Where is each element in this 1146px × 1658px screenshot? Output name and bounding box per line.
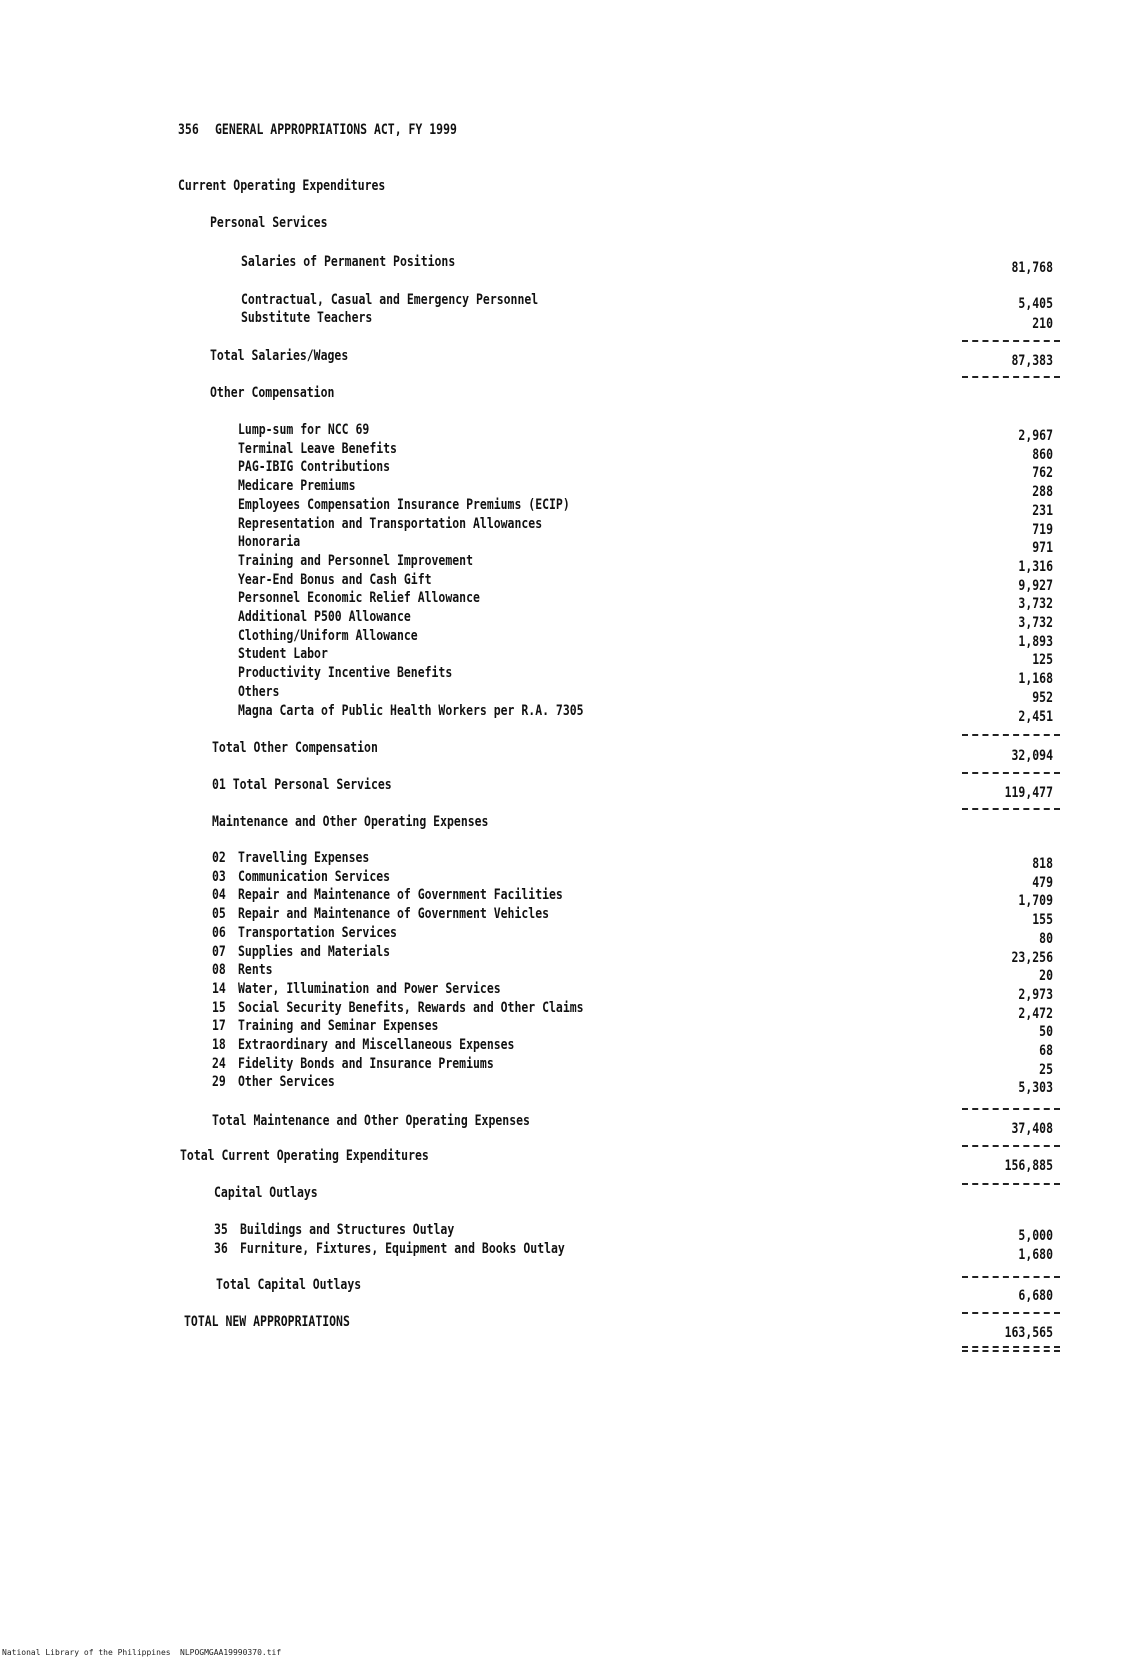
mooe-item-code: 02 — [212, 850, 226, 866]
mooe-item-value: 50 — [1039, 1024, 1053, 1041]
other-comp-item-value: 2,967 — [1018, 428, 1053, 444]
total-new-value: 163,565 — [1004, 1325, 1053, 1341]
mooe-item-code: 15 — [212, 999, 226, 1016]
other-comp-item-label: Magna Carta of Public Health Workers per R.A. 7305 — [238, 702, 584, 719]
section-capital-outlays: Capital Outlays — [214, 1185, 318, 1201]
salaries-permanent-label: Salaries of Permanent Positions — [241, 254, 456, 270]
mooe-item-label: Repair and Maintenance of Government Facilities — [238, 887, 563, 904]
other-comp-item-label: Representation and Transportation Allowances — [238, 515, 543, 532]
mooe-item-value: 818 — [1032, 856, 1053, 872]
total-personal-label: 01 Total Personal Services — [212, 777, 392, 793]
other-comp-item-label: Year-End Bonus and Cash Gift — [238, 571, 432, 588]
total-personal-value: 119,477 — [1004, 785, 1053, 801]
salaries-permanent-value: 81,768 — [1011, 260, 1053, 276]
mooe-item-value: 5,303 — [1018, 1080, 1053, 1097]
mooe-item-value: 1,709 — [1018, 893, 1053, 910]
mooe-item-label: Fidelity Bonds and Insurance Premiums — [238, 1055, 494, 1072]
other-comp-item-value: 3,732 — [1018, 615, 1053, 631]
capital-item-label: Buildings and Structures Outlay — [240, 1222, 455, 1238]
mooe-item-value: 68 — [1039, 1043, 1053, 1059]
double-rule — [962, 1346, 1060, 1348]
rule — [962, 772, 1060, 774]
mooe-item-label: Rents — [238, 962, 273, 979]
rule — [962, 1108, 1060, 1110]
other-comp-item-label: Student Labor — [238, 646, 328, 663]
other-comp-item-value: 288 — [1032, 484, 1053, 501]
other-comp-item-value: 952 — [1032, 689, 1053, 706]
other-comp-item-label: Additional P500 Allowance — [238, 609, 411, 625]
other-comp-item-value: 9,927 — [1018, 577, 1053, 594]
mooe-item-value: 20 — [1039, 968, 1053, 985]
other-comp-item-value: 3,732 — [1018, 596, 1053, 613]
footer-file: NLPOGMGAA19990370.tif — [180, 1648, 282, 1657]
mooe-item-code: 17 — [212, 1018, 226, 1035]
mooe-item-code: 18 — [212, 1037, 226, 1053]
total-other-comp-label: Total Other Compensation — [212, 740, 378, 756]
total-mooe-value: 37,408 — [1011, 1121, 1053, 1137]
total-new-label: TOTAL NEW APPROPRIATIONS — [184, 1314, 350, 1330]
mooe-item-code: 29 — [212, 1074, 226, 1091]
mooe-item-code: 05 — [212, 906, 226, 923]
mooe-item-value: 479 — [1032, 874, 1053, 891]
mooe-item-value: 25 — [1039, 1061, 1053, 1078]
other-comp-item-label: Employees Compensation Insurance Premiums (ECIP) — [238, 496, 570, 513]
mooe-item-value: 2,973 — [1018, 986, 1053, 1003]
other-comp-item-label: Productivity Incentive Benefits — [238, 665, 453, 682]
capital-item-code: 36 — [214, 1240, 228, 1257]
mooe-item-code: 14 — [212, 980, 226, 997]
other-comp-item-value: 2,451 — [1018, 708, 1053, 725]
rule — [962, 1145, 1060, 1147]
page-title: GENERAL APPROPRIATIONS ACT, FY 1999 — [215, 122, 457, 138]
rule — [962, 1312, 1060, 1314]
mooe-item-value: 80 — [1039, 930, 1053, 947]
other-comp-item-value: 1,316 — [1018, 558, 1053, 575]
rule — [962, 1183, 1060, 1185]
mooe-item-label: Transportation Services — [238, 924, 397, 941]
mooe-item-label: Water, Illumination and Power Services — [238, 980, 501, 997]
mooe-item-label: Other Services — [238, 1074, 335, 1091]
mooe-item-label: Repair and Maintenance of Government Vehicles — [238, 906, 550, 923]
mooe-item-label: Social Security Benefits, Rewards and Other Claims — [238, 999, 584, 1016]
other-comp-item-value: 125 — [1032, 652, 1053, 669]
mooe-item-label: Extraordinary and Miscellaneous Expenses — [238, 1037, 515, 1053]
other-comp-item-value: 762 — [1032, 465, 1053, 482]
other-comp-item-label: Personnel Economic Relief Allowance — [238, 590, 480, 607]
contractual-label: Contractual, Casual and Emergency Personnel — [241, 292, 539, 308]
mooe-item-code: 08 — [212, 962, 226, 979]
other-comp-item-label: Honoraria — [238, 534, 301, 551]
total-other-comp-value: 32,094 — [1011, 748, 1053, 764]
mooe-item-value: 155 — [1032, 912, 1053, 929]
section-other-compensation: Other Compensation — [210, 385, 335, 401]
rule — [962, 808, 1060, 810]
capital-item-label: Furniture, Fixtures, Equipment and Books Outlay — [240, 1240, 565, 1257]
total-salaries-label: Total Salaries/Wages — [210, 348, 349, 364]
mooe-item-value: 2,472 — [1018, 1005, 1053, 1022]
substitute-label: Substitute Teachers — [241, 310, 373, 326]
mooe-item-label: Training and Seminar Expenses — [238, 1018, 439, 1035]
other-comp-item-label: PAG-IBIG Contributions — [238, 459, 391, 476]
mooe-item-code: 24 — [212, 1055, 226, 1072]
other-comp-item-label: Terminal Leave Benefits — [238, 440, 397, 457]
total-salaries-value: 87,383 — [1011, 353, 1053, 369]
mooe-item-label: Travelling Expenses — [238, 850, 370, 866]
section-current-operating: Current Operating Expenditures — [178, 178, 386, 194]
other-comp-item-value: 1,893 — [1018, 633, 1053, 650]
other-comp-item-label: Medicare Premiums — [238, 478, 356, 495]
section-personal-services: Personal Services — [210, 215, 328, 231]
other-comp-item-label: Lump-sum for NCC 69 — [238, 422, 370, 438]
section-mooe: Maintenance and Other Operating Expenses — [212, 814, 489, 830]
footer-library: National Library of the Philippines — [2, 1648, 171, 1657]
rule — [962, 340, 1060, 342]
total-mooe-label: Total Maintenance and Other Operating Expenses — [212, 1113, 530, 1129]
mooe-item-code: 04 — [212, 887, 226, 904]
contractual-value: 5,405 — [1018, 296, 1053, 312]
other-comp-item-label: Clothing/Uniform Allowance — [238, 627, 418, 644]
substitute-value: 210 — [1032, 316, 1053, 332]
total-current-label: Total Current Operating Expenditures — [180, 1148, 429, 1164]
other-comp-item-value: 971 — [1032, 540, 1053, 557]
other-comp-item-label: Others — [238, 683, 280, 700]
other-comp-item-value: 860 — [1032, 446, 1053, 463]
other-comp-item-value: 1,168 — [1018, 671, 1053, 688]
capital-item-value: 1,680 — [1018, 1246, 1053, 1263]
mooe-item-label: Supplies and Materials — [238, 943, 391, 960]
page-number: 356 — [178, 122, 199, 138]
total-capital-value: 6,680 — [1018, 1288, 1053, 1304]
other-comp-item-value: 719 — [1032, 521, 1053, 538]
mooe-item-label: Communication Services — [238, 868, 391, 885]
capital-item-value: 5,000 — [1018, 1228, 1053, 1244]
total-current-value: 156,885 — [1004, 1158, 1053, 1174]
mooe-item-value: 23,256 — [1011, 949, 1053, 966]
other-comp-item-label: Training and Personnel Improvement — [238, 552, 473, 569]
mooe-item-code: 03 — [212, 868, 226, 885]
mooe-item-code: 06 — [212, 924, 226, 941]
mooe-item-code: 07 — [212, 943, 226, 960]
rule — [962, 734, 1060, 736]
total-capital-label: Total Capital Outlays — [216, 1277, 362, 1293]
other-comp-item-value: 231 — [1032, 502, 1053, 519]
rule — [962, 1276, 1060, 1278]
capital-item-code: 35 — [214, 1222, 228, 1238]
rule — [962, 376, 1060, 378]
